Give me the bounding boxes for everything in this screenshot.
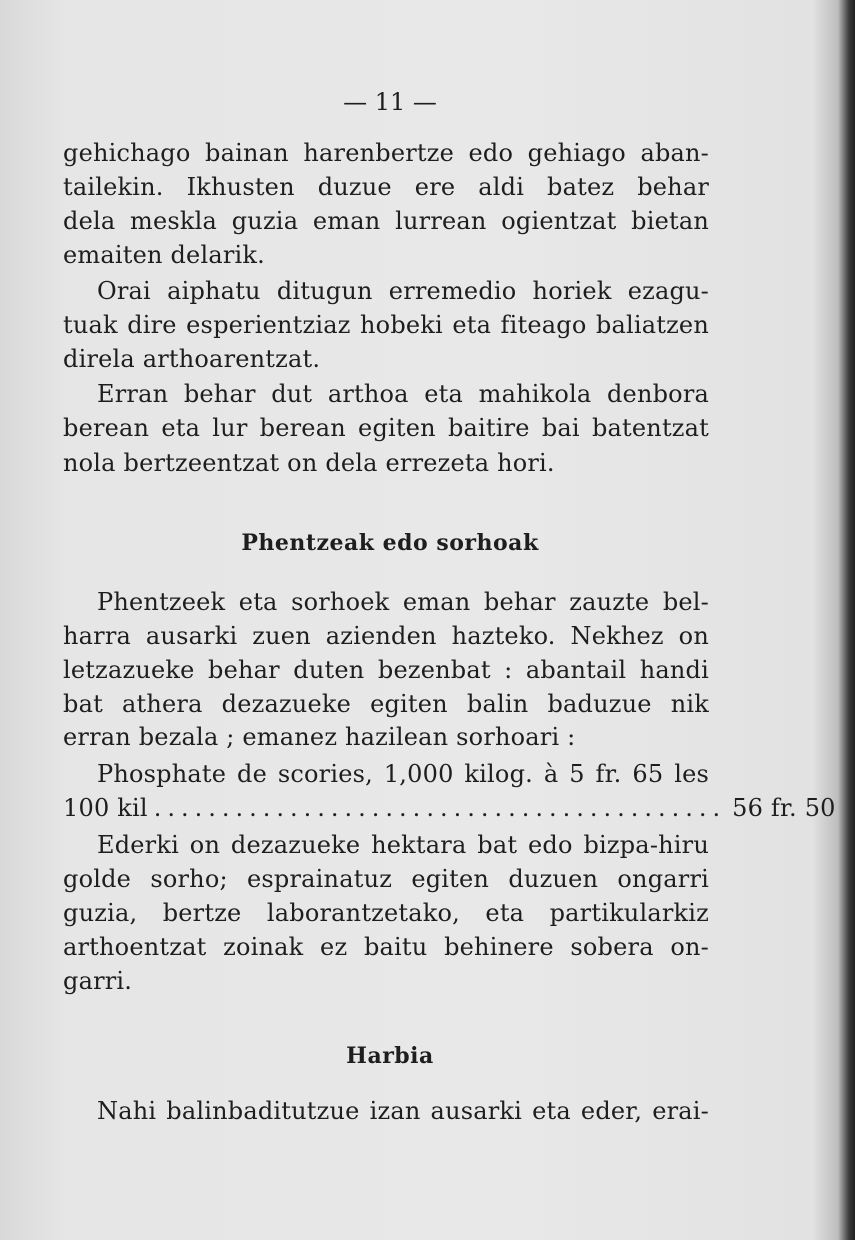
page-number: — 11 — [343,88,437,116]
section-heading: Harbia [346,1043,434,1069]
text-line: dela meskla guzia eman lurrean ogientzat bietan [63,207,709,235]
text-line: garri. [63,967,133,995]
text-line: Ederki on dezazueke hektara bat edo bizpa-hiru [97,831,709,859]
section-heading: Phentzeak edo sorhoak [241,530,539,556]
text-line: berean eta lur berean egiten baitire bai batentzat [63,414,709,442]
price-value: 56 fr. 50 [732,794,836,822]
text-line: Erran behar dut arthoa eta mahikola denbora [97,380,709,408]
text-line: harra ausarki zuen azienden hazteko. Nekhez on [63,622,709,650]
text-line: direla arthoarentzat. [63,345,321,373]
text-line: Orai aiphatu ditugun erremedio horiek ezagu- [97,277,709,305]
price-label: 100 kil [63,794,148,822]
text-line: erran bezala ; emanez hazilean sorhoari : [63,723,576,751]
text-line: guzia, bertze laborantzetako, eta partikularkiz [63,899,709,927]
text-line: gehichago bainan harenbertze edo gehiago aban- [63,139,709,167]
price-line [63,793,836,823]
text-line: emaiten delarik. [63,241,265,269]
text-line: tuak dire esperientziaz hobeki eta fiteago baliatzen [63,311,709,339]
text-line: letzazueke behar duten bezenbat : abantail handi [63,656,709,684]
text-line: bat athera dezazueke egiten balin baduzue nik [63,690,709,718]
text-line: Nahi balinbaditutzue izan ausarki eta eder, erai- [97,1097,709,1125]
text-line: nola bertzeentzat on dela errezeta hori. [63,449,555,477]
leader-dots: .......................................... [153,794,727,822]
text-line: Phosphate de scories, 1,000 kilog. à 5 fr. 65 les [97,760,709,788]
text-line: Phentzeek eta sorhoek eman behar zauzte bel- [97,588,709,616]
text-line: golde sorho; esprainatuz egiten duzuen ongarri [63,865,709,893]
text-line: arthoentzat zoinak ez baitu behinere sobera on- [63,933,709,961]
text-line: tailekin. Ikhusten duzue ere aldi batez behar [63,173,709,201]
